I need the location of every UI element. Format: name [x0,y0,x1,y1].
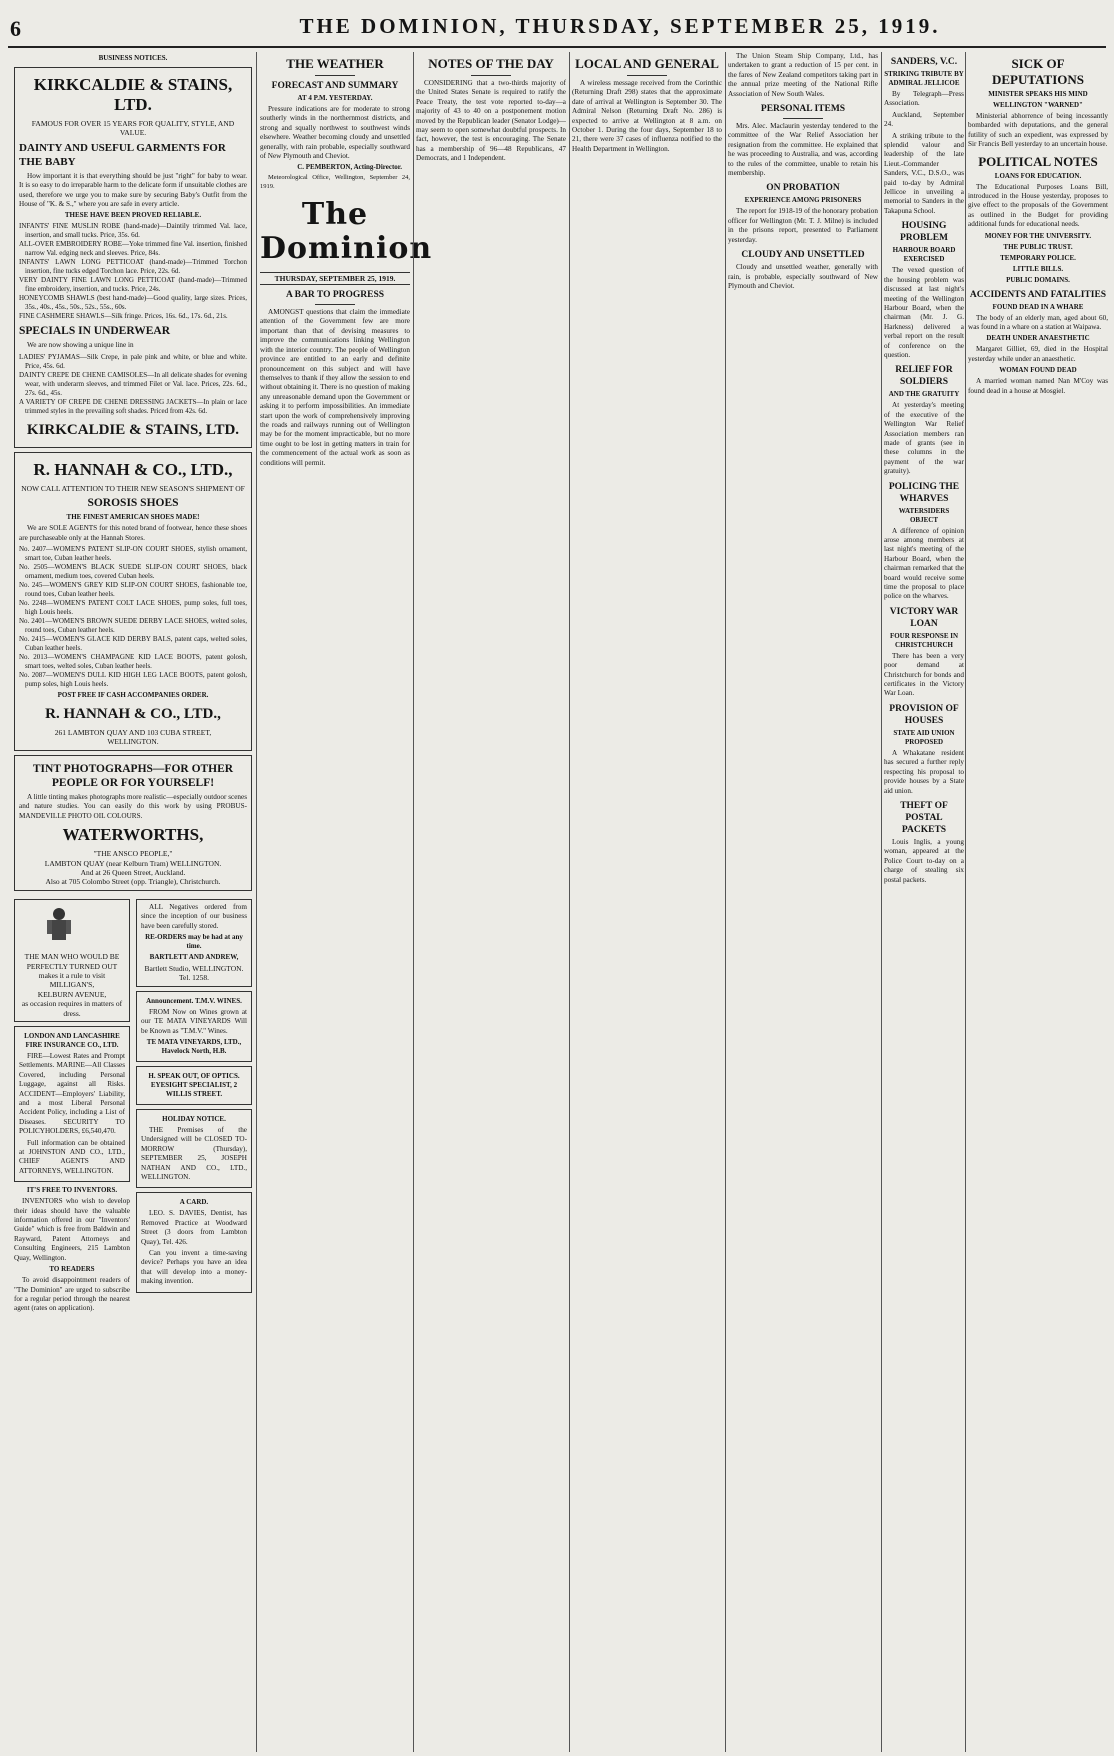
underwear-items-list [19,353,247,416]
forecast-sig: C. PEMBERTON, Acting-Director. [297,163,402,172]
underwear-heading: SPECIALS IN UNDERWEAR [19,325,171,338]
column-rule [881,52,882,1752]
deputations-column [968,52,1108,1752]
kirkcaldie-ad [14,67,252,448]
probation-sub: EXPERIENCE AMONG PRISONERS [744,196,862,205]
houses-heading: PROVISION OF HOUSES [889,703,959,726]
weather-leader-column [260,52,433,1752]
woman-heading: WOMAN FOUND DEAD [999,366,1077,375]
local-body: A wireless message received from the Corinthic (Returning Draft 298) states that the approximate date of arrival at Wellington is September 30. The Admiral Nelson (Returning Draft No. 286) is expected to arrive at Wellington at 8 a.m. on October 1. During the four days, September 18 to 21, there were 37 cases of influenza notified to the Health Department in Wellington. [572,79,722,153]
leader-body: AMONGST questions that claim the immediate attention of the Government few are more important than that of devising measures to improve the communications linking Wellington with the interior country. The people of Wellington province are entitled to an early and definite pronouncement on this subject and will have themselves to thank if they allow the session to end without obtaining it. There is no question of making any unreasonable demand upon the Government or asking it to perform impossibilities. An immediate start upon the work of comprehensively improving the roads and railways running out of Wellington may be for the moment impracticable, but no more time ought to be lost in getting matters in train for the commencement of the actual work as soon as conditions will permit. [260,308,410,467]
column-rule [725,52,726,1752]
dainty-heading: DAINTY AND USEFUL GARMENTS FOR THE BABY [19,141,226,168]
forecast-heading: FORECAST AND SUMMARY [271,81,399,91]
announcement: Announcement. T.M.V. WINES. [146,996,242,1005]
divider [315,304,355,305]
list-item: No. 245—WOMEN'S GREY KID SLIP-ON COURT SHOES, fashionable toe, round toes, Cuban leather heels. [19,581,247,599]
lower-ads-row [14,895,252,1316]
trust-heading: THE PUBLIC TRUST. [1003,242,1073,251]
speak-out: H. SPEAK OUT, OF OPTICS. EYESIGHT SPECIALIST, 2 WILLIS STREET. [148,1071,240,1098]
business-notices-column [14,52,252,1752]
tint-ad [14,755,252,891]
housing-heading: HOUSING PROBLEM [899,221,949,244]
from-now: FROM Now on Wines grown at our TE MATA VINEYARDS Will be Known as "T.M.V." Wines. [141,1007,247,1035]
houses-sub: STATE AID UNION PROPOSED [893,728,955,746]
sanders-byline: By Telegraph—Press Association. [884,90,964,108]
sanders-body: A striking tribute to the splendid valour and leadership of the late Lieut.-Commander Sanders, V.C., D.S.O., was paid to-day by Admiral Jellicoe in unveiling a memorial to Sanders in the Takapuna School. [884,131,964,215]
inventors-body: INVENTORS who wish to develop their ideas should have the valuable information offered in our "Inventors' Guide" which is free from Baldwin and Rayward, Patent Attorneys and Consulting Engineers, 215 Lambton Quay, Wellington. [14,1197,130,1262]
accidents-heading: ACCIDENTS AND FATALITIES [969,289,1107,300]
dominion-title: The Dominion [260,196,433,266]
holiday-body: THE Premises of the Undersigned will be CLOSED TO-MORROW (Thursday), SEPTEMBER 25, JOSEPH NATHAN AND CO., LTD., WELLINGTON. [141,1125,247,1181]
negatives-body: ALL Negatives ordered from since the inception of our business have been carefully stored. [141,902,247,930]
optics-ad [136,1066,252,1105]
inventors-heading: IT'S FREE TO INVENTORS. [26,1186,118,1195]
probation-heading: ON PROBATION [766,183,840,194]
relief-heading: RELIEF FOR SOLDIERS [895,365,953,388]
ad-line: MILLIGAN'S, [49,980,95,990]
column-rule [965,52,966,1752]
list-item: No. 2407—WOMEN'S PATENT SLIP-ON COURT SHOES, stylish ornament, smart toe, Cuban leather heels. [19,545,247,563]
ad-line: THE MAN WHO WOULD BE PERFECTLY TURNED OUT [24,952,120,971]
loan-sub: FOUR RESPONSE IN CHRISTCHURCH [889,631,959,649]
temporary-heading: TEMPORARY POLICE. [1000,253,1076,262]
dominion-date: THURSDAY, SEPTEMBER 25, 1919. [260,272,410,285]
london-body: FIRE—Lowest Rates and Prompt Settlements. MARINE—All Classes Covered, including Personal Luggage, against all Risks. ACCIDENT—Employers' Liability, and a most Liberal Personal Accident Policy, including a List of Diseases. SECURITY TO POLICYHOLDERS, £6,540,470. [19,1051,125,1136]
theft-body: Louis Inglis, a young woman, appeared at the Police Court to-day on a charge of stealing six postal packets. [884,837,964,884]
relief-body: At yesterday's meeting of the executive of the Wellington War Relief Association members ran made of grants (see in these columns in the payment of the war gratuity). [884,401,964,476]
card-heading: A CARD. [179,1198,209,1207]
waterworths-sub: "THE ANSCO PEOPLE," [93,849,173,859]
deputations-heading: SICK OF DEPUTATIONS [992,56,1084,87]
union-body: The Union Steam Ship Company, Ltd., has undertaken to grant a reduction of 15 per cent. in the fares of New Zealand competitors taking part in the annual prize meeting of the National Rifle Association of New South Wales. [728,52,878,98]
list-item: FINE CASHMERE SHAWLS—Silk fringe. Prices, 16s. 6d., 17s. 6d., 21s. [19,312,228,321]
reorders: RE-ORDERS may be had at any time. [145,932,243,950]
column-rule [413,52,414,1752]
loan-body: There has been a very poor demand at Christchurch for bonds and certificates in the Victory War Loan. [884,651,964,698]
ad-line: KELBURN AVENUE, [37,989,107,999]
list-item: No. 2087—WOMEN'S DULL KID HIGH LEG LACE BOOTS, patent golosh, pump soles, high Louis heels. [19,671,247,689]
forecast-office: Meteorological Office, Wellington, September 24, 1919. [260,173,410,191]
masthead [0,0,1114,46]
post-free: POST FREE IF CASH ACCOMPANIES ORDER. [57,691,209,700]
sanders-sub: STRIKING TRIBUTE BY ADMIRAL JELLICOE [884,70,964,87]
relief-sub: AND THE GRATUITY [888,390,960,399]
policing-heading: POLICING THE WHARVES [888,481,960,504]
sanders-dateline: Auckland, September 24. [884,110,964,129]
deputations-sub: MINISTER SPEAKS HIS MIND [988,90,1088,98]
london-ad [14,1026,130,1182]
bartlett-sub: Bartlett Studio, WELLINGTON. [144,963,244,973]
hannah-title: R. HANNAH & CO., LTD., [33,459,233,479]
list-item: HONEYCOMB SHAWLS (best hand-made)—Good quality, large sizes. Prices, 35s., 40s., 45s., 50s., 52s., 55s., 60s. [19,294,247,312]
list-item: LADIES' PYJAMAS—Silk Crepe, in pale pink and white, or blue and white. Price, 45s. 6d. [19,352,247,370]
readers-body: To avoid disappointment readers of "The Dominion" are urged to subscribe for a regular period through the nearest agent (rates on application). [14,1276,130,1313]
list-item: No. 2401—WOMEN'S BROWN SUEDE DERBY LACE SHOES, welted soles, round toes, Cuban leather heels. [19,617,247,635]
waterworths-addr: LAMBTON QUAY (near Kelburn Tram) WELLINGTON. [44,858,222,868]
readers-heading: TO READERS [49,1265,95,1274]
ad-line: as occasion requires in matters of dress. [21,999,123,1018]
personal-body: Mrs. Alec. Maclaurin yesterday tendered to the committee of the War Relief Association her resignation from the committee. He explained that he was proceeding to Australia, and was, according to the rules of the committee, unable to retain his membership. [728,122,878,178]
page-number: 6 [10,16,21,41]
divider [627,75,667,76]
hannah-ad [14,452,252,751]
loans-body: The Educational Purposes Loans Bill, introduced in the House yesterday, proposes to give effect to the proposals of the Government as outlined in the Budget for providing additional funds for educational needs. [968,182,1108,229]
list-item: No. 2415—WOMEN'S GLACE KID DERBY BALS, patent caps, welted soles, Cuban leather heels. [19,635,247,653]
deputations-body: Ministerial abhorrence of being incessantly bombarded with deputations, and the general futility of such an expedient, was expressed by Sir Francis Bell yesterday to an uncertain house. [968,112,1108,149]
list-item: No. 2248—WOMEN'S PATENT COLT LACE SHOES, pump soles, full toes, high Louis heels. [19,599,247,617]
houses-body: A Whakatane resident has secured a further reply respecting his proposal to provide houses by a State aid union. [884,748,964,795]
holiday-heading: HOLIDAY NOTICE. [162,1114,226,1123]
hannah-addr2: WELLINGTON. [107,737,159,747]
kirkcaldie-tagline: FAMOUS FOR OVER 15 YEARS FOR QUALITY, STYLE, AND VALUE. [31,119,235,138]
dainty-intro: How important it is that everything should be just "right" for baby to wear. It is so easy to do irreparable harm to the delicate form if unsuitable clothes are used, therefore we urge you to make sure by securing Baby's Outfit from the House of "K. & S.," where you are safe in every article. [19,171,247,209]
policing-body: A difference of opinion arose among members at last night's meeting of the Harbour Board, when the chairman remarked that the board would receive some time the proposal to place police on the wharves. [884,526,964,601]
te-mata: TE MATA VINEYARDS, LTD., Havelock North, H.B. [146,1037,242,1055]
housing-body: The vexed question of the housing problem was discussed at last night's meeting of the Wellington Harbour Board, when the chairman (Mr. J. G. Harkness) delivered a verbal report on the result of conference on the question. [884,266,964,359]
milligan-ad [14,899,130,1022]
sorosis-intro: We are SOLE AGENTS for this noted brand of footwear, hence these shoes are purchaseable only at the Hannah Stores. [19,524,247,542]
masthead-title: THE DOMINION, THURSDAY, SEPTEMBER 25, 1919. [299,14,941,38]
kirkcaldie-title: KIRKCALDIE & STAINS, LTD. [33,75,233,114]
accidents-sub: FOUND DEAD IN A WHARE [992,302,1084,311]
waterworths-title: WATERWORTHS, [62,825,204,845]
hannah-call: NOW CALL ATTENTION TO THEIR NEW SEASON'S SHIPMENT OF [21,483,245,493]
underwear-intro: We are now showing a unique line in [27,341,134,350]
divider [471,75,511,76]
column-rule [569,52,570,1752]
personal-column [728,52,878,1752]
anaesthetic-heading: DEATH UNDER ANAESTHETIC [986,334,1090,343]
divider [315,75,355,76]
ad-line: makes it a rule to visit [38,970,106,980]
warned-heading: WELLINGTON "WARNED" [993,101,1083,109]
negatives-ad [136,899,252,987]
tint-body: A little tinting makes photographs more realistic—especially outdoor scenes and nature studies. You can easily do this work by using PROBUS-MANDEVILLE PHOTO OIL COLOURS. [19,792,247,820]
loans-heading: LOANS FOR EDUCATION. [994,171,1082,180]
theft-heading: THEFT OF POSTAL PACKETS [900,800,948,835]
sanders-heading: SANDERS, V.C. [890,57,958,67]
london-heading: LONDON AND LANCASHIRE FIRE INSURANCE CO., LTD. [24,1031,120,1049]
list-item: A VARIETY OF CREPE DE CHENE DRESSING JACKETS—In plain or lace trimmed styles in the prevailing soft shades. Priced from 42s. 6d. [19,397,247,415]
political-heading: POLITICAL NOTES [978,153,1098,169]
list-item: ALL-OVER EMBROIDERY ROBE—Yoke trimmed fine Val. insertion, finished narrow Val. edging neck and sleeves. Price, 84s. [19,240,247,258]
notes-column [416,52,566,1752]
bartlett-tel: Tel. 1258. [178,973,210,983]
sorosis-title: SOROSIS SHOES [87,497,179,510]
list-item: VERY DAINTY FINE LAWN LONG PETTICOAT (hand-made)—Trimmed fine embroidery, insertion, and tucks. Price, 24s. [19,276,247,294]
list-item: DAINTY CREPE DE CHENE CAMISOLES—In all delicate shades for evening wear, with underarm sleeves, and trimmed Filet or Val. lace. Prices, 22s. 6d., 27s. 6d., 45s. [19,370,247,397]
bartlett: BARTLETT AND ANDREW, [149,952,239,961]
probation-body: The report for 1918-19 of the honorary probation officer for Wellington (Mr. T. J. Milne) is included in the prisons report, presented to Parliament yesterday. [728,207,878,244]
weather-heading: THE WEATHER [286,56,384,71]
loan-heading: VICTORY WAR LOAN [889,606,959,629]
list-item: No. 2505—WOMEN'S BLACK SUEDE SLIP-ON COURT SHOES, black ornament, medium toes, covered Cuban heels. [19,563,247,581]
column-rule [256,52,257,1752]
forecast-body: Pressure indications are for moderate to strong southerly winds in the northernmost districts, and strong and squally northwest to southwest winds elsewhere. Weather becoming cloudy and unsettled generally, with rain probable, especially southward of New Plymouth and Cheviot. [260,105,410,161]
sorosis-sub: THE FINEST AMERICAN SHOES MADE! [66,513,200,522]
forecast-time: AT 4 P.M. YESTERDAY. [297,94,373,102]
cloudy-heading: CLOUDY AND UNSETTLED [741,250,865,261]
accidents-body: The body of an elderly man, aged about 60, was found in a whare on a station at Waipawa. [968,313,1108,332]
baby-items-list [19,222,247,321]
university-heading: MONEY FOR THE UNIVERSITY. [984,231,1092,240]
public-domains-heading: PUBLIC DOMAINS. [1006,275,1070,284]
proven-heading: THESE HAVE BEEN PROVED RELIABLE. [64,211,202,220]
notes-body: CONSIDERING that a two-thirds majority of the United States Senate is required to ratify the Peace Treaty, the test vote reported to-day—a majority of 43 to 40 on a postponement motion moved by the Republican leader (Senator Lodge)—may seem to open somewhat doubtful prospects. In fact, however, the test is encouraging. The Senate has a membership of 96—48 Republicans, 47 Democrats, and 1 Independent. [416,79,566,163]
hannah-addr1: 261 LAMBTON QUAY AND 103 CUBA STREET, [54,728,212,738]
list-item: INFANTS' LAWN LONG PETTICOAT (hand-made)—Trimmed Torchon insertion, fine tucks edged Torchon lace. Price, 22s. 6d. [19,258,247,276]
milligan-lines [19,952,125,1018]
divider [783,118,823,119]
list-item: INFANTS' FINE MUSLIN ROBE (hand-made)—Daintily trimmed Val. lace, insertion, and small tucks. Price, 35s. 6d. [19,222,247,240]
holiday-ad [136,1109,252,1188]
tmv-ad [136,991,252,1062]
card-body: LEO. S. DAVIES, Dentist, has Removed Practice at Woodward Street (3 doors from Lambton Quay), Tel. 426. [141,1209,247,1246]
section-label: BUSINESS NOTICES. [98,54,168,62]
leader-heading: A BAR TO PROGRESS [285,290,385,301]
waterworths-addr3: Also at 705 Colombo Street (opp. Triangle), Christchurch. [45,877,221,887]
personal-heading: PERSONAL ITEMS [760,104,846,115]
card-ad [136,1192,252,1292]
woman-body: A married woman named Nan M'Coy was found dead in a house at Mosgiel. [968,377,1108,395]
anaesthetic-body: Margaret Gilliet, 69, died in the Hospital yesterday while under an anaesthetic. [968,345,1108,363]
list-item: No. 2013—WOMEN'S CHAMPAGNE KID LACE BOOTS, patent golosh, smart toes, welted soles, Cuban leather heels. [19,653,247,671]
sorosis-items-list [19,545,247,689]
london-info: Full information can be obtained at JOHNSTON AND CO., LTD., CHIEF AGENTS AND ATTORNEYS, WELLINGTON. [19,1138,125,1175]
local-heading: LOCAL AND GENERAL [575,56,719,71]
lower-ads-left [14,895,130,1316]
hannah-footer: R. HANNAH & CO., LTD., [45,706,221,723]
cloudy-body: Cloudy and unsettled weather, generally with rain, is probable, especially southward of New Plymouth and Cheviot. [728,263,878,290]
waterworths-addr2: And at 26 Queen Street, Auckland. [80,867,186,877]
little-bills-heading: LITTLE BILLS. [1012,264,1064,273]
notes-heading: NOTES OF THE DAY [428,56,554,71]
news-column [884,52,964,1752]
policing-sub: WATERSIDERS OBJECT [898,506,950,524]
lower-ads-right [136,895,252,1316]
masthead-rule [8,46,1106,48]
tinted-body: Can you invent a time-saving device? Perhaps you have an idea that will develop into a money-making invention. [141,1249,247,1286]
figure-illustration [19,906,99,946]
housing-sub: HARBOUR BOARD EXERCISED [892,246,956,264]
tint-heading: TINT PHOTOGRAPHS—FOR OTHER PEOPLE OR FOR YOURSELF! [32,762,234,789]
local-column [572,52,722,1752]
kirkcaldie-footer: KIRKCALDIE & STAINS, LTD. [26,421,240,438]
